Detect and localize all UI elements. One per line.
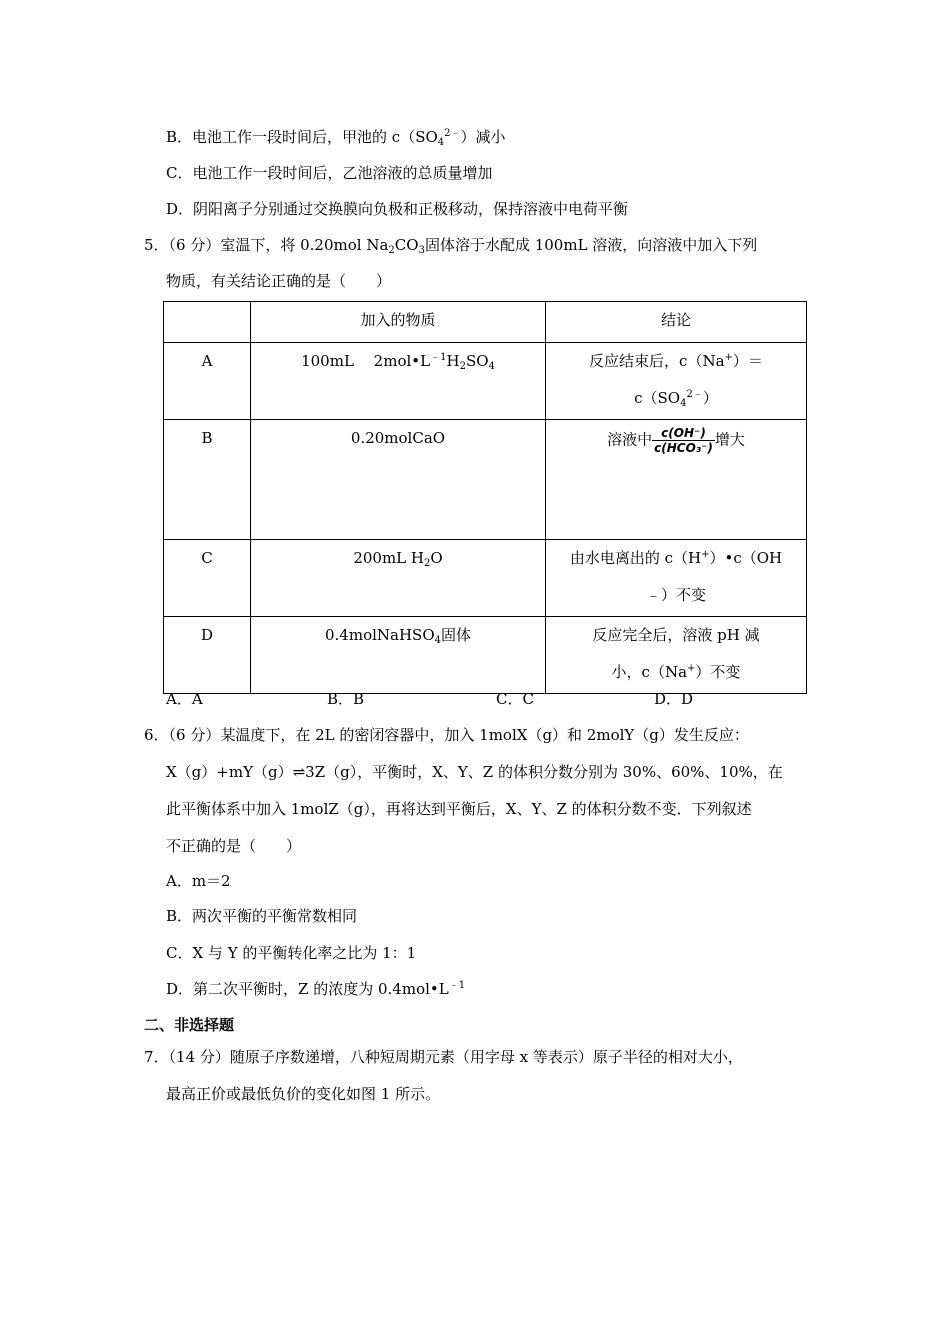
q7-line2: 最高正价或最低负价的变化如图 1 所示。 (166, 1085, 441, 1103)
q7-line1: 7．（14 分）随原子序数递增，八种短周期元素（用字母 x 等表示）原子半径的相对大小， (144, 1048, 743, 1066)
row-d-substance: 0.4molNaHSO$_4$固体 (251, 617, 546, 694)
q6-line3: 此平衡体系中加入 1molZ（g），再将达到平衡后，X、Y、Z 的体积分数不变．下列叙述 (166, 800, 752, 818)
row-b-substance: 0.20molCaO (251, 420, 546, 540)
q6-option-c: C．X 与 Y 的平衡转化率之比为 1：1 (166, 944, 417, 962)
row-d-label: D (164, 617, 251, 694)
row-c-substance: 200mL $H_2O$ (251, 540, 546, 617)
row-a-substance: 100mL $2mol•L^{﹣1}H_2SO_4$ (251, 343, 546, 420)
row-c-label: C (164, 540, 251, 617)
row-d-conclusion: 反应完全后，溶液 pH 减 小，c（Na+）不变 (546, 617, 807, 694)
table-header-conclusion: 结论 (546, 302, 807, 343)
q4-option-c: C．电池工作一段时间后，乙池溶液的总质量增加 (166, 164, 493, 182)
row-b-conclusion: 溶液中 $\frac{c(OH^-)}{\text{c(HCO₃⁻)}}$ 增大 (546, 420, 807, 540)
q6-option-b: B．两次平衡的平衡常数相同 (166, 907, 358, 925)
row-c-conclusion: 由水电离出的 c（H+）•c（OH ﹣）不变 (546, 540, 807, 617)
q6-line4: 不正确的是（ ） (166, 837, 302, 855)
q6-option-d: D．第二次平衡时，Z 的浓度为 $0.4mol•L^{﹣1}$ (166, 980, 466, 998)
q5-stem-line2: 物质，有关结论正确的是（ ） (166, 272, 392, 290)
table-header-empty (164, 302, 251, 343)
q5-option-c: C．C (496, 690, 534, 708)
q5-option-b: B．B (327, 690, 365, 708)
row-a-label: A (164, 343, 251, 420)
q5-option-a: A．A (166, 690, 203, 708)
q6-option-a: A．m＝2 (166, 872, 231, 890)
q5-option-d: D．D (654, 690, 694, 708)
section-heading: 二、非选择题 (144, 1016, 235, 1034)
q6-line2: X（g）+mY（g）⇌3Z（g），平衡时，X、Y、Z 的体积分数分别为 30%、60%、10%，在 (166, 763, 783, 781)
row-a-conclusion: 反应结束后，c（Na+）＝ $c(SO_4^{2﹣})$ (546, 343, 807, 420)
q4-option-b: B．电池工作一段时间后，甲池的 $c(SO_4^{2﹣})$减小 (166, 128, 506, 148)
q6-line1: 6．（6 分）某温度下，在 2L 的密闭容器中，加入 1molX（g）和 2molY（g）发生反应： (144, 726, 749, 744)
concentration-ratio-fraction: $\frac{c(OH^-)}{\text{c(HCO₃⁻)}}$ (654, 426, 713, 455)
table-header-substance: 加入的物质 (251, 302, 546, 343)
row-b-label: B (164, 420, 251, 540)
q4-option-d: D．阴阳离子分别通过交换膜向负极和正极移动，保持溶液中电荷平衡 (166, 200, 629, 218)
q5-table (163, 301, 807, 694)
q5-stem: 5．（6 分）室温下，将 0.20mol $Na_2CO_3$固体溶于水配成 100mL 溶液，向溶液中加入下列 (144, 236, 758, 256)
